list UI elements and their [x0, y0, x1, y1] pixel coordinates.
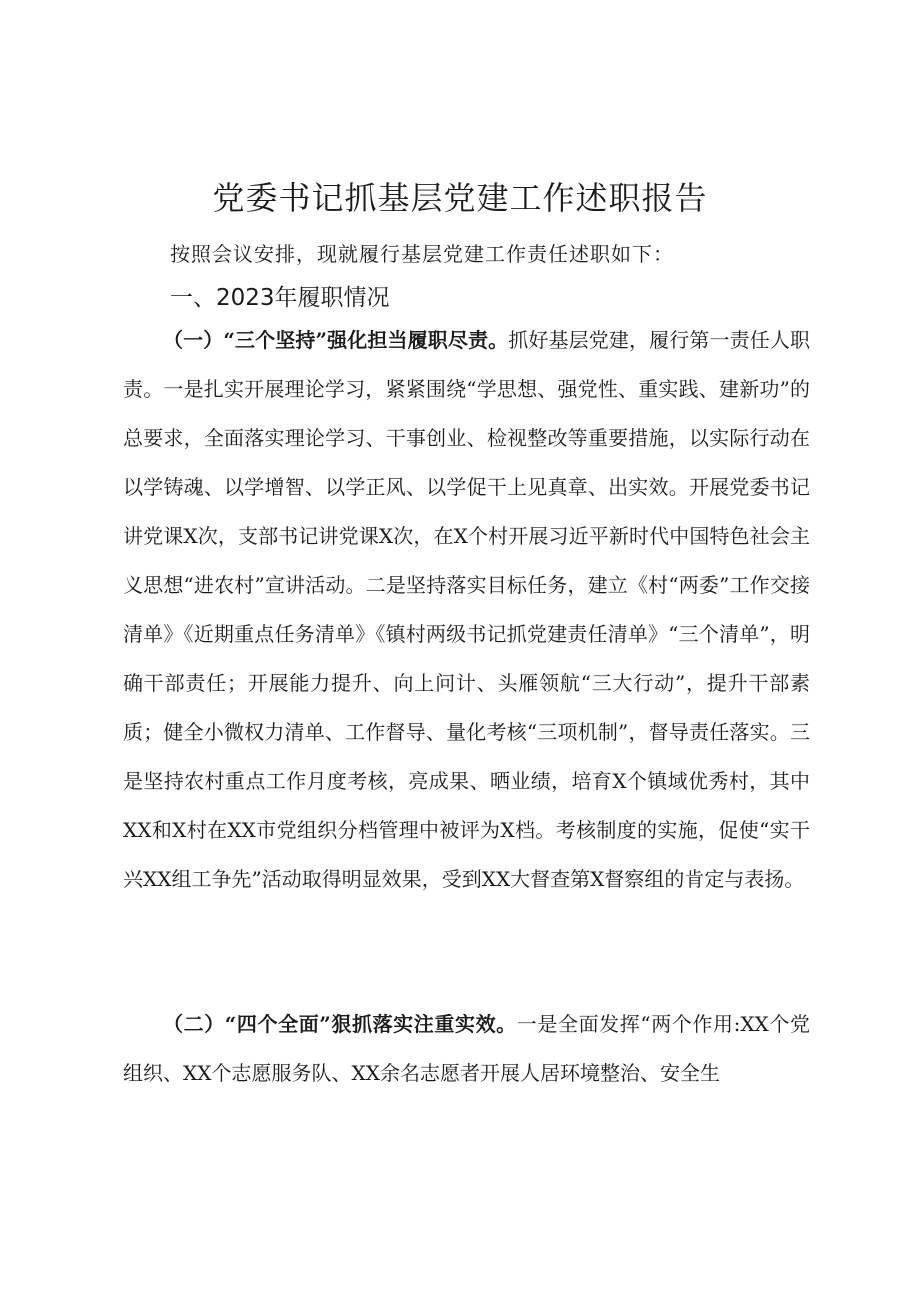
paragraph-2-lead: （二）“四个全面”狠抓落实注重实效。 [163, 1012, 517, 1036]
intro-text: 按照会议安排，现就履行基层党建工作责任述职如下： [170, 242, 674, 266]
paragraph-1-lead: （一）“三个坚持”强化担当履职尽责。 [163, 328, 509, 352]
document-title: 党委书记抓基层党建工作述职报告 [212, 179, 708, 217]
paragraph-1 [123, 316, 810, 904]
paragraph-1-body: 抓好基层党建，履行第一责任人职责。一是扎实开展理论学习，紧紧围绕“学思想、强党性、重实践、建新功”的总要求，全面落实理论学习、干事创业、检视整改等重要措施，以实际行动在以学铸魂、以学增智、以学正风、以学促干上见真章、出实效。开展党委书记讲党课X次，支部书记讲党课X次，在X个村开展习近平新时代中国特色社会主义思想“进农村”宣讲活动。二是坚持落实目标任务，建立《村“两委”工作交接清单》《近期重点任务清单》《镇村两级书记抓党建责任清单》“三个清单”，明确干部责任；开展能力提升、向上问计、头雁领航“三大行动”，提升干部素质；健全小微权力清单、工作督导、量化考核“三项机制”，督导责任落实。三是坚持农村重点工作月度考核，亮成果、晒业绩，培育X个镇域优秀村，其中XX和X村在XX市党组织分档管理中被评为X档。考核制度的实施，促使“实干兴XX组工争先”活动取得明显效果，受到XX大督查第X督察组的肯定与表扬。 [123, 328, 810, 891]
section-heading: 一、2023年履职情况 [170, 285, 390, 311]
paragraph-2 [123, 1000, 810, 1098]
paragraph-2-body: 一是全面发挥“两个作用:XX个党组织、XX个志愿服务队、XX余名志愿者开展人居环境整治、安全生 [123, 1012, 810, 1085]
